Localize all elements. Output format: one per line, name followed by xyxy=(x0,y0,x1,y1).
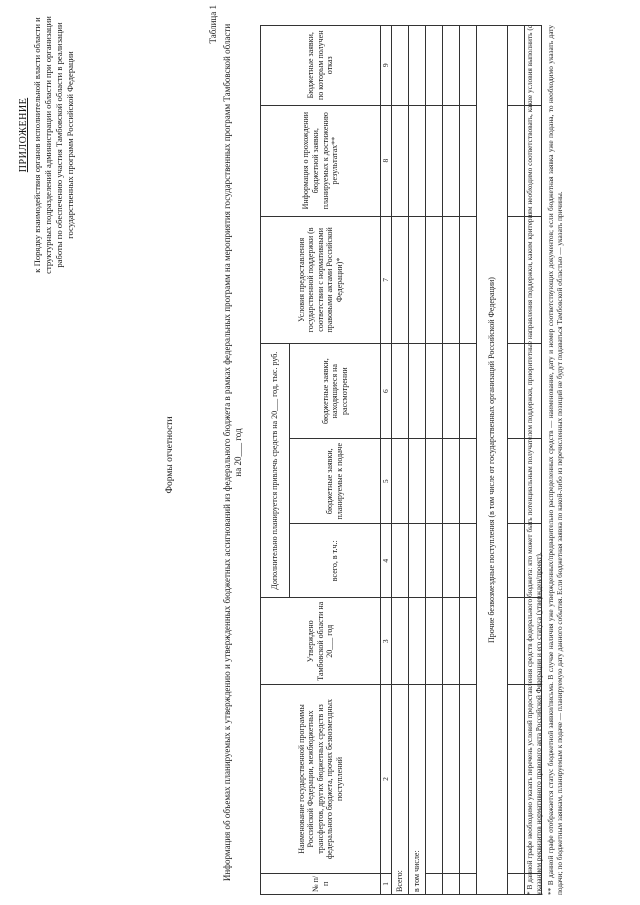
header-total: всего, в т.ч.: xyxy=(290,524,381,598)
table-row xyxy=(508,26,525,895)
header-row-1 xyxy=(261,26,290,895)
footnote-2: ** В данной графе отображается статус бюджетной заявки/письма. В случае наличия уже утвержденных/предварительно распределенных средств — наименование, дату и номер соответствующих документов; если бюджетная заявка уже подана, то необходимо указать дату подачи; по бюджетным заявкам, планируемым к подаче — планируемую дату данного события. Если бюджетная заявка по какой-либо из перечисленных позиций не будут подаваться Тамбовской областью — указать причины. xyxy=(546,25,564,895)
row-total-label: Всего: xyxy=(392,685,409,895)
col-number: 6 xyxy=(381,343,392,438)
appendix-title: ПРИЛОЖЕНИЕ xyxy=(18,97,29,173)
col-number: 9 xyxy=(381,26,392,106)
header-approved: Утверждено Тамбовской области на 20___ год xyxy=(261,598,381,685)
header-planned: бюджетные заявки, планируемые к подаче xyxy=(290,439,381,524)
table-title: Информация об объемах планируемых к утверждению и утвержденных бюджетных ассигнований из федерального бюджета в рамках федеральных программ на мероприятия государственных программ Тамбовской области на 20___ год xyxy=(222,23,243,882)
row-other xyxy=(477,26,508,895)
col-number: 3 xyxy=(381,598,392,685)
header-rejected: Бюджетные заявки, по которым получен отказ xyxy=(261,26,381,106)
header-passage: Информация о прохождении бюджетной заявки, планируемых к достижению результатах** xyxy=(261,105,381,216)
col-number: 5 xyxy=(381,439,392,524)
header-num: № п/п xyxy=(261,873,381,894)
header-reviewing: бюджетные заявки, находящиеся на рассмотрении xyxy=(290,343,381,438)
footnotes xyxy=(525,25,567,895)
col-number: 8 xyxy=(381,105,392,216)
column-number-row xyxy=(381,26,392,895)
col-number: 7 xyxy=(381,216,392,343)
col-number: 2 xyxy=(381,685,392,874)
table-row xyxy=(460,26,477,895)
header-conditions: Условия предоставления государственной поддержки (в соответствии с нормативными правовыми актами Российской Федерации)* xyxy=(261,216,381,343)
row-total xyxy=(392,26,409,895)
header-name: Наименование государственной программы Российской Федерации, межбюджетных трансфертов, других бюджетных средств из федерального бюджета, прочих безвозмездных поступлений xyxy=(261,685,381,874)
footnote-1: * В данной графе необходимо указать перечень условий предоставления средств федерального бюджета: кто может быть потенциальным получателем поддержки, приоритетные направления поддержки, каким критериям необходимо соответствовать, какие условия выполнить (с указанием реквизитов нормативного правового акта Российской Федерации и его статуса (утвержден/проект). xyxy=(525,25,543,895)
col-number: 1 xyxy=(381,873,392,894)
row-including-label: в том числе: xyxy=(409,685,426,895)
forms-title: Формы отчетности xyxy=(165,416,175,494)
report-table xyxy=(260,25,542,895)
row-including xyxy=(409,26,426,895)
table-label: Таблица 1 xyxy=(208,5,218,44)
table-row xyxy=(426,26,443,895)
header-additional: Дополнительно планируется привлечь средств на 20___ год, тыс. руб. xyxy=(261,343,290,597)
table-row xyxy=(443,26,460,895)
appendix-subtitle: к Порядку взаимодействия органов исполнительной власти области и структурных подразделений администрации области при организации работы по обеспечению участия Тамбовской области в реализации государственных программ Российской Федерации xyxy=(32,16,75,274)
row-other-label: Прочие безвозмездные поступления (в том числе от государственных организаций Российской Федерации) xyxy=(477,26,508,895)
col-number: 4 xyxy=(381,524,392,598)
